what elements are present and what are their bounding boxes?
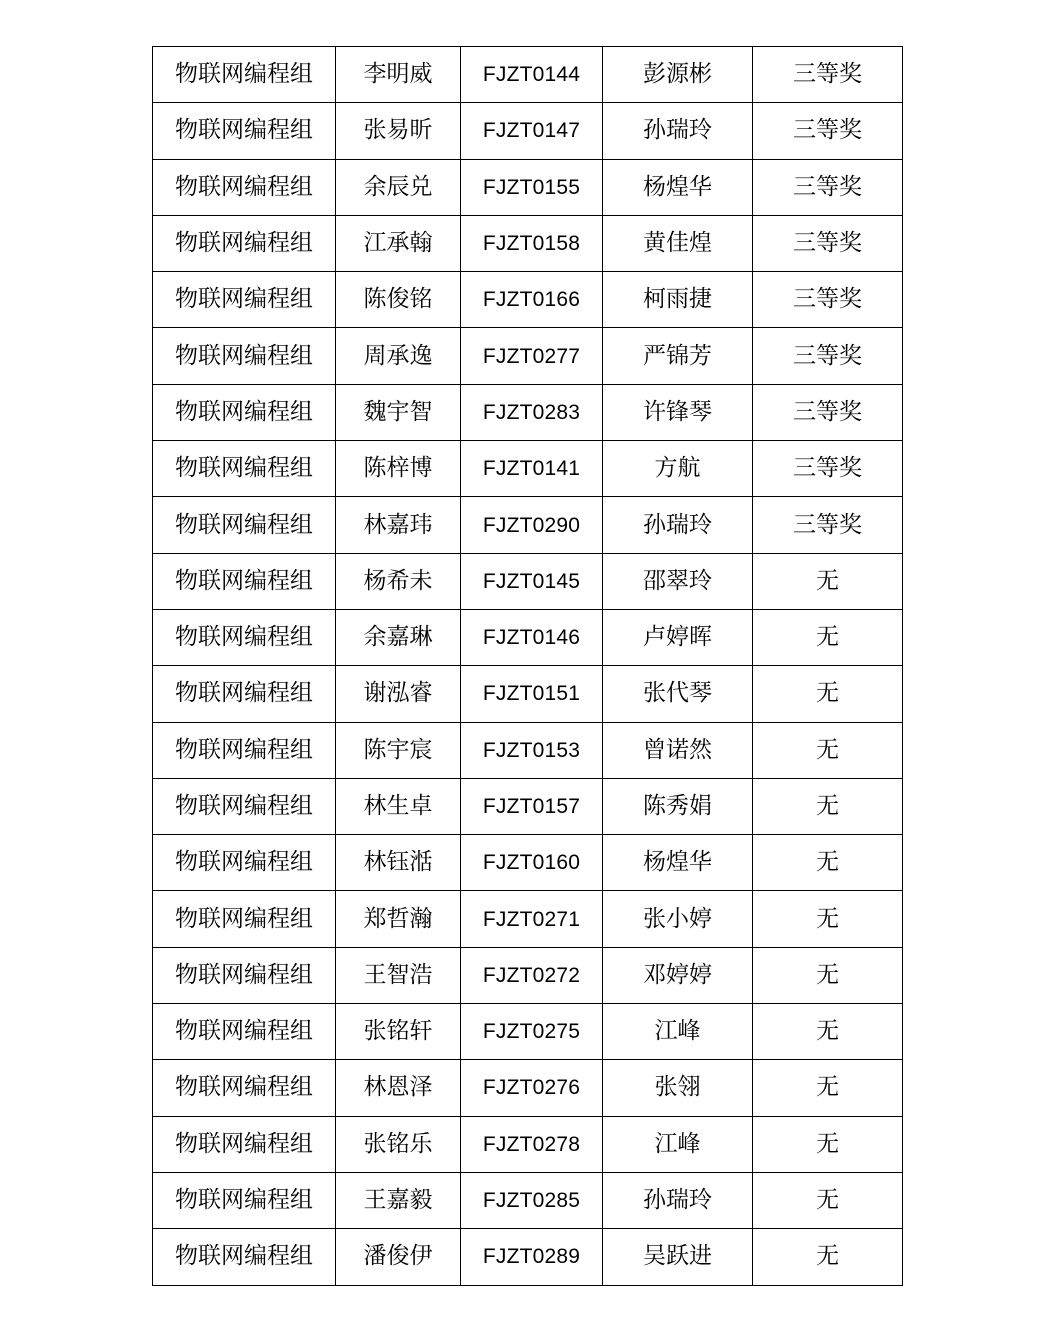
student-name-cell: 陈俊铭 (336, 272, 461, 328)
entry-id-cell: FJZT0276 (461, 1060, 603, 1116)
student-name-cell: 张铭轩 (336, 1004, 461, 1060)
teacher-name-cell: 彭源彬 (603, 47, 753, 103)
award-cell: 三等奖 (753, 272, 903, 328)
entry-id-cell: FJZT0145 (461, 553, 603, 609)
table-row (153, 553, 903, 609)
student-name-cell: 陈梓博 (336, 441, 461, 497)
student-name-cell: 林恩泽 (336, 1060, 461, 1116)
teacher-name-cell: 陈秀娟 (603, 778, 753, 834)
entry-id-cell: FJZT0166 (461, 272, 603, 328)
group-cell: 物联网编程组 (153, 215, 336, 271)
award-cell: 无 (753, 1229, 903, 1285)
award-cell: 无 (753, 666, 903, 722)
award-cell: 无 (753, 1116, 903, 1172)
entry-id-cell: FJZT0271 (461, 891, 603, 947)
student-name-cell: 王智浩 (336, 947, 461, 1003)
table-row (153, 835, 903, 891)
table-row (153, 103, 903, 159)
award-cell: 三等奖 (753, 497, 903, 553)
teacher-name-cell: 杨煌华 (603, 159, 753, 215)
entry-id-cell: FJZT0155 (461, 159, 603, 215)
group-cell: 物联网编程组 (153, 441, 336, 497)
group-cell: 物联网编程组 (153, 1172, 336, 1228)
award-cell: 无 (753, 835, 903, 891)
table-row (153, 159, 903, 215)
entry-id-cell: FJZT0157 (461, 778, 603, 834)
table-row (153, 497, 903, 553)
entry-id-cell: FJZT0144 (461, 47, 603, 103)
entry-id-cell: FJZT0146 (461, 609, 603, 665)
table-row (153, 609, 903, 665)
award-cell: 无 (753, 1172, 903, 1228)
student-name-cell: 林嘉玮 (336, 497, 461, 553)
table-body (153, 47, 903, 1286)
group-cell: 物联网编程组 (153, 272, 336, 328)
group-cell: 物联网编程组 (153, 1229, 336, 1285)
entry-id-cell: FJZT0151 (461, 666, 603, 722)
group-cell: 物联网编程组 (153, 835, 336, 891)
table-row (153, 272, 903, 328)
entry-id-cell: FJZT0153 (461, 722, 603, 778)
group-cell: 物联网编程组 (153, 384, 336, 440)
teacher-name-cell: 曾诺然 (603, 722, 753, 778)
teacher-name-cell: 孙瑞玲 (603, 103, 753, 159)
table-row (153, 1229, 903, 1285)
award-cell: 无 (753, 891, 903, 947)
teacher-name-cell: 邵翠玲 (603, 553, 753, 609)
teacher-name-cell: 张代琴 (603, 666, 753, 722)
table-row (153, 778, 903, 834)
teacher-name-cell: 江峰 (603, 1004, 753, 1060)
entry-id-cell: FJZT0278 (461, 1116, 603, 1172)
group-cell: 物联网编程组 (153, 497, 336, 553)
student-name-cell: 魏宇智 (336, 384, 461, 440)
group-cell: 物联网编程组 (153, 666, 336, 722)
table-row (153, 47, 903, 103)
award-cell: 三等奖 (753, 328, 903, 384)
teacher-name-cell: 孙瑞玲 (603, 1172, 753, 1228)
entry-id-cell: FJZT0272 (461, 947, 603, 1003)
award-cell: 无 (753, 609, 903, 665)
entry-id-cell: FJZT0141 (461, 441, 603, 497)
entry-id-cell: FJZT0283 (461, 384, 603, 440)
group-cell: 物联网编程组 (153, 609, 336, 665)
group-cell: 物联网编程组 (153, 891, 336, 947)
award-cell: 无 (753, 722, 903, 778)
table-row (153, 947, 903, 1003)
group-cell: 物联网编程组 (153, 47, 336, 103)
student-name-cell: 谢泓睿 (336, 666, 461, 722)
results-table (152, 46, 903, 1286)
entry-id-cell: FJZT0158 (461, 215, 603, 271)
student-name-cell: 林生卓 (336, 778, 461, 834)
student-name-cell: 余辰兑 (336, 159, 461, 215)
group-cell: 物联网编程组 (153, 159, 336, 215)
table-row (153, 1116, 903, 1172)
student-name-cell: 江承翰 (336, 215, 461, 271)
table-row (153, 722, 903, 778)
award-cell: 三等奖 (753, 441, 903, 497)
teacher-name-cell: 吴跃进 (603, 1229, 753, 1285)
teacher-name-cell: 黄佳煌 (603, 215, 753, 271)
teacher-name-cell: 张翎 (603, 1060, 753, 1116)
teacher-name-cell: 孙瑞玲 (603, 497, 753, 553)
student-name-cell: 林钰湉 (336, 835, 461, 891)
group-cell: 物联网编程组 (153, 722, 336, 778)
student-name-cell: 陈宇宸 (336, 722, 461, 778)
award-cell: 三等奖 (753, 47, 903, 103)
group-cell: 物联网编程组 (153, 1116, 336, 1172)
entry-id-cell: FJZT0160 (461, 835, 603, 891)
teacher-name-cell: 许锋琴 (603, 384, 753, 440)
table-row (153, 384, 903, 440)
table-row (153, 1004, 903, 1060)
teacher-name-cell: 张小婷 (603, 891, 753, 947)
group-cell: 物联网编程组 (153, 103, 336, 159)
entry-id-cell: FJZT0289 (461, 1229, 603, 1285)
entry-id-cell: FJZT0275 (461, 1004, 603, 1060)
group-cell: 物联网编程组 (153, 553, 336, 609)
teacher-name-cell: 杨煌华 (603, 835, 753, 891)
student-name-cell: 杨希未 (336, 553, 461, 609)
table-row (153, 1060, 903, 1116)
teacher-name-cell: 柯雨捷 (603, 272, 753, 328)
table-row (153, 215, 903, 271)
student-name-cell: 周承逸 (336, 328, 461, 384)
teacher-name-cell: 方航 (603, 441, 753, 497)
group-cell: 物联网编程组 (153, 1060, 336, 1116)
table-row (153, 1172, 903, 1228)
award-cell: 无 (753, 1004, 903, 1060)
award-cell: 无 (753, 553, 903, 609)
student-name-cell: 郑哲瀚 (336, 891, 461, 947)
award-cell: 三等奖 (753, 384, 903, 440)
student-name-cell: 李明威 (336, 47, 461, 103)
award-cell: 三等奖 (753, 215, 903, 271)
entry-id-cell: FJZT0290 (461, 497, 603, 553)
group-cell: 物联网编程组 (153, 328, 336, 384)
group-cell: 物联网编程组 (153, 947, 336, 1003)
teacher-name-cell: 卢婷晖 (603, 609, 753, 665)
student-name-cell: 潘俊伊 (336, 1229, 461, 1285)
teacher-name-cell: 邓婷婷 (603, 947, 753, 1003)
student-name-cell: 余嘉琳 (336, 609, 461, 665)
table-row (153, 666, 903, 722)
entry-id-cell: FJZT0277 (461, 328, 603, 384)
entry-id-cell: FJZT0147 (461, 103, 603, 159)
entry-id-cell: FJZT0285 (461, 1172, 603, 1228)
award-cell: 三等奖 (753, 159, 903, 215)
award-cell: 无 (753, 1060, 903, 1116)
teacher-name-cell: 严锦芳 (603, 328, 753, 384)
award-cell: 无 (753, 947, 903, 1003)
group-cell: 物联网编程组 (153, 778, 336, 834)
table-row (153, 328, 903, 384)
award-cell: 无 (753, 778, 903, 834)
teacher-name-cell: 江峰 (603, 1116, 753, 1172)
student-name-cell: 王嘉毅 (336, 1172, 461, 1228)
group-cell: 物联网编程组 (153, 1004, 336, 1060)
student-name-cell: 张铭乐 (336, 1116, 461, 1172)
table-row (153, 891, 903, 947)
table-row (153, 441, 903, 497)
award-cell: 三等奖 (753, 103, 903, 159)
student-name-cell: 张易昕 (336, 103, 461, 159)
